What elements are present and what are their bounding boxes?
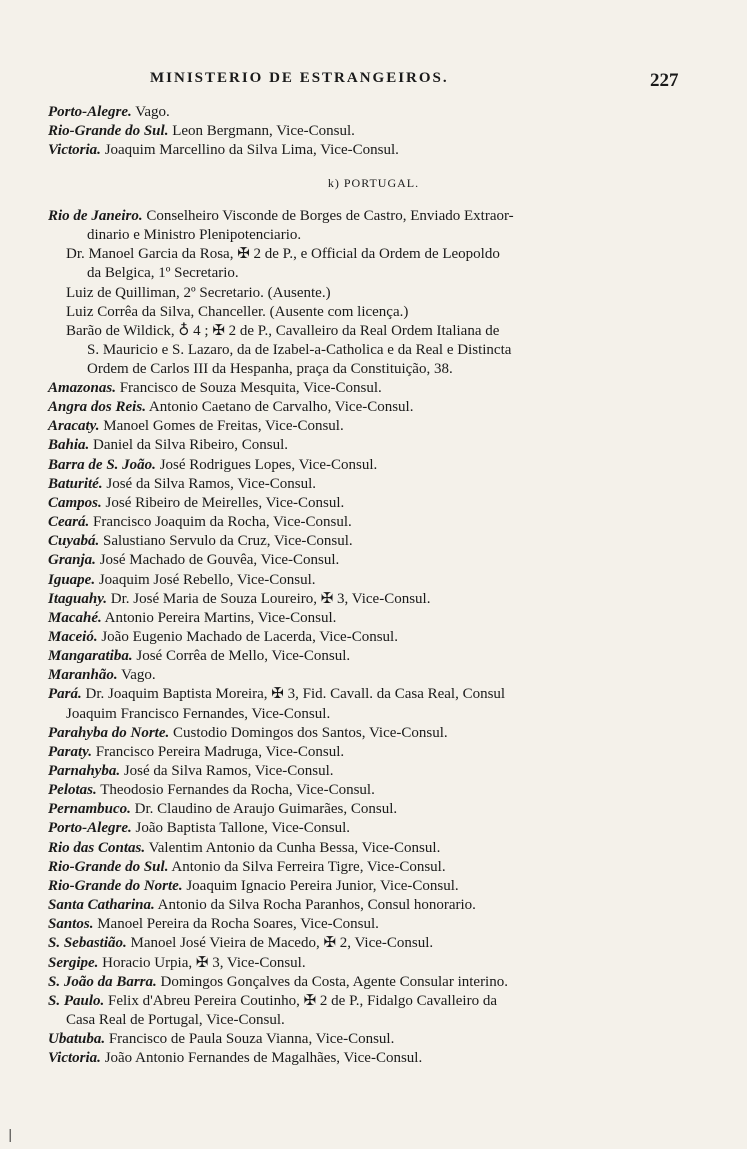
entry-line [48,436,288,455]
entry-text: Francisco de Paula Souza Vianna, Vice-Consul. [105,1031,395,1048]
entry-text: Daniel da Silva Ribeiro, Consul. [89,437,288,454]
entry-line [48,494,344,513]
entry-text: José Rodrigues Lopes, Vice-Consul. [155,456,378,473]
entry-text: Dr. Claudino de Araujo Guimarães, Consul. [130,801,398,818]
entry-text: Dr. Manoel Garcia da Rosa, ✠ 2 de P., e Official da Ordem de Leopoldo [66,246,500,263]
entry-text: Horacio Urpia, ✠ 3, Vice-Consul. [98,954,306,971]
entry-text: Dr. José Maria de Souza Loureiro, ✠ 3, Vice-Consul. [107,590,431,607]
entry-line [66,705,330,724]
entry-place: Aracaty. [48,418,100,435]
entry-text: Francisco Joaquim da Rocha, Vice-Consul. [89,514,352,531]
entry-text: da Belgica, 1º Secretario. [87,265,239,282]
entry-text: João Antonio Fernandes de Magalhães, Vice-Consul. [100,1050,423,1067]
entry-place: Parahyba do Norte. [48,724,170,741]
entry-place: Victoria. [48,1050,101,1067]
entry-place: Pará. [48,686,82,703]
running-header: MINISTERIO DE ESTRANGEIROS. [150,70,449,86]
entry-line [48,915,379,934]
entry-text: Antonio da Silva Rocha Paranhos, Consul honorario. [154,897,476,914]
entry-line [48,379,382,398]
entry-text: Barão de Wildick, ♁ 4 ; ✠ 2 de P., Cavalleiro da Real Ordem Italiana de [66,322,500,339]
entry-line [48,551,339,570]
entry-text: José da Silva Ramos, Vice-Consul. [120,763,334,779]
entry-place: Maceió. [48,628,98,645]
entry-line [48,1030,394,1049]
entry-text: Casa Real de Portugal, Vice-Consul. [66,1011,285,1028]
entry-text: dinario e Ministro Plenipotenciario. [87,227,302,244]
entry-line [66,322,499,341]
entry-place: Porto-Alegre. [48,820,132,837]
entry-line [48,647,350,666]
entry-line [48,819,350,838]
entry-place: Pernambuco. [48,801,131,818]
entry-place: Baturité. [48,475,103,492]
entry-place: S. João da Barra. [48,973,157,990]
entry-text: Francisco Pereira Madruga, Vice-Consul. [92,743,345,760]
entry-line [48,896,476,915]
entry-text: Ordem de Carlos III da Hespanha, praça da Constituição, 38. [87,361,453,378]
entry-text: Luiz de Quilliman, 2º Secretario. (Ausente.) [66,284,331,301]
entry-text: Dr. Joaquim Baptista Moreira, ✠ 3, Fid. Cavall. da Casa Real, Consul [81,686,506,703]
entry-place: Rio-Grande do Sul. [48,123,169,140]
entry-text: Conselheiro Visconde de Borges de Castro, Enviado Extraor- [142,208,514,224]
entry-place: Victoria. [48,142,101,159]
entry-line [48,934,433,953]
entry-text: Antonio da Silva Ferreira Tigre, Vice-Consul. [168,858,446,875]
entry-line [48,762,334,781]
entry-text: Vago. [131,104,170,120]
entry-line [48,685,505,704]
entry-text: Leon Bergmann, Vice-Consul. [168,123,355,140]
entry-line [48,398,413,417]
entry-text: Joaquim Ignacio Pereira Junior, Vice-Consul. [182,877,459,894]
entry-line [48,973,508,992]
entry-place: Ubatuba. [48,1031,106,1048]
entry-text: Antonio Caetano de Carvalho, Vice-Consul. [145,399,414,416]
entry-place: Rio-Grande do Sul. [48,858,169,875]
entry-line [48,141,399,160]
entry-place: Bahia. [48,437,90,454]
entry-line [48,122,355,141]
margin-mark: | [8,1128,13,1143]
entry-line [48,839,440,858]
entry-text: Manoel Gomes de Freitas, Vice-Consul. [99,418,344,435]
entry-place: Iguape. [48,571,96,588]
entry-line [48,207,514,226]
entry-text: Manoel Pereira da Rocha Soares, Vice-Consul. [93,916,379,933]
entry-line [87,360,453,379]
entry-text: José da Silva Ramos, Vice-Consul. [102,475,317,492]
entry-line [48,800,397,819]
entry-text: Francisco de Souza Mesquita, Vice-Consul. [115,380,382,396]
entry-line [48,532,353,551]
entry-place: Macahé. [48,609,102,626]
entry-place: Ceará. [48,514,90,531]
entry-text: José Machado de Gouvêa, Vice-Consul. [95,552,340,569]
entry-line [48,724,448,743]
entry-line [48,417,344,436]
entry-place: Granja. [48,552,96,569]
entry-line [48,877,459,896]
entry-text: Luiz Corrêa da Silva, Chanceller. (Ausente com licença.) [66,303,409,320]
entry-line [48,1049,422,1068]
entry-place: Rio de Janeiro. [48,208,143,224]
entry-line [48,858,446,877]
entry-text: Joaquim Francisco Fernandes, Vice-Consul. [66,705,331,722]
entry-place: Parnahyba. [48,763,121,779]
entry-line [48,743,344,762]
entry-line [48,103,170,122]
entry-place: Mangaratiba. [48,648,133,665]
entry-place: Pelotas. [48,782,97,799]
entry-place: Paraty. [48,743,93,760]
entry-place: Sergipe. [48,954,99,971]
entry-text: Joaquim José Rebello, Vice-Consul. [95,571,316,588]
entry-place: Maranhão. [48,667,118,684]
entry-text: João Baptista Tallone, Vice-Consul. [131,820,351,837]
entry-text: Manoel José Vieira de Macedo, ✠ 2, Vice-Consul. [126,935,434,952]
entry-line [48,954,306,973]
entry-place: Santa Catharina. [48,897,155,914]
entry-place: Rio-Grande do Norte. [48,877,183,894]
entry-line [48,628,398,647]
entry-text: Valentim Antonio da Cunha Bessa, Vice-Consul. [145,839,441,856]
entry-line [87,264,239,283]
entry-place: Itaguahy. [48,590,108,607]
entry-line [48,590,430,609]
entry-line [66,1011,285,1030]
entry-text: José Ribeiro de Meirelles, Vice-Consul. [101,494,345,511]
entry-text: Theodosio Fernandes da Rocha, Vice-Consul. [96,782,375,799]
entry-place: Cuyabá. [48,533,100,550]
entry-line [48,609,336,628]
entry-place: Porto-Alegre. [48,104,132,120]
entry-text: S. Mauricio e S. Lazaro, da de Izabel-a-Catholica e da Real e Distincta [87,342,512,359]
entry-place: S. Sebastião. [48,935,127,952]
entry-place: Campos. [48,494,102,511]
entry-line [87,341,511,360]
entry-place: Barra de S. João. [48,456,156,473]
entry-line [48,475,316,494]
entry-line [66,245,500,264]
entry-place: S. Paulo. [48,992,105,1009]
entry-text: José Corrêa de Mello, Vice-Consul. [132,648,351,665]
entry-line [48,571,316,590]
entry-place: Santos. [48,916,94,933]
entry-place: Angra dos Reis. [48,399,146,416]
entry-text: Felix d'Abreu Pereira Coutinho, ✠ 2 de P., Fidalgo Cavalleiro da [104,992,497,1009]
entry-text: Joaquim Marcellino da Silva Lima, Vice-Consul. [100,142,399,159]
section-heading: k) PORTUGAL. [327,176,420,190]
entry-line [48,666,156,685]
entry-place: Rio das Contas. [48,839,146,856]
entry-text: Vago. [117,667,156,684]
entry-line [48,513,352,532]
entry-line [66,303,408,322]
entry-line [66,284,331,303]
entry-line [87,226,301,245]
entry-text: João Eugenio Machado de Lacerda, Vice-Consul. [97,628,398,645]
entry-text: Domingos Gonçalves da Costa, Agente Consular interino. [156,973,508,990]
entry-line [48,992,497,1011]
entry-line [48,781,375,800]
entry-place: Amazonas. [48,380,116,396]
entry-line [48,456,377,475]
entry-text: Custodio Domingos dos Santos, Vice-Consul. [169,724,448,741]
entry-text: Salustiano Servulo da Cruz, Vice-Consul. [99,533,353,550]
page-number: 227 [650,70,679,91]
entry-text: Antonio Pereira Martins, Vice-Consul. [101,609,337,626]
